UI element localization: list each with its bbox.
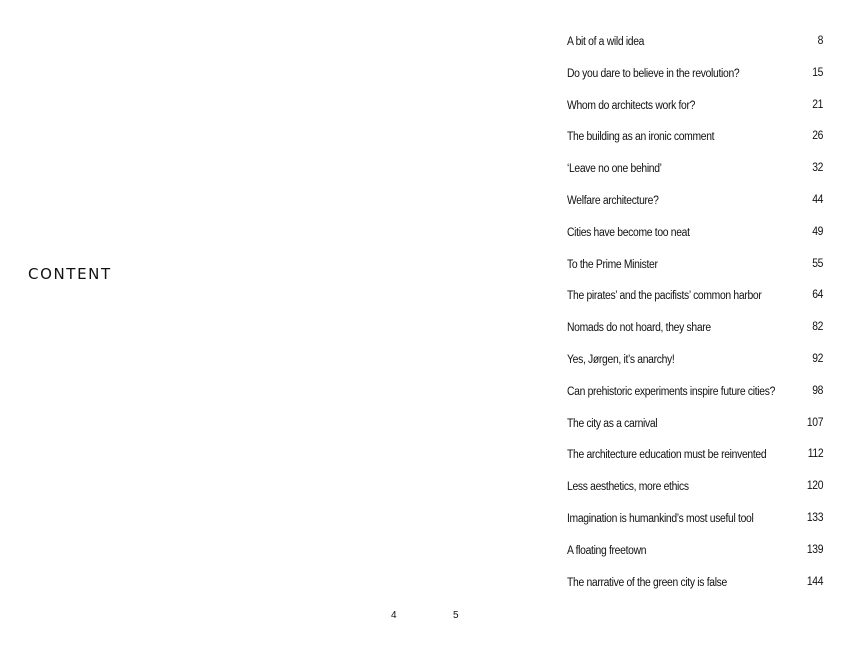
toc-entry-title: Whom do architects work for? xyxy=(567,99,696,112)
toc-entry-title: ‘Leave no one behind’ xyxy=(567,163,662,176)
toc-entry-page-number: 107 xyxy=(806,416,823,429)
toc-entry-page-number: 21 xyxy=(812,98,823,111)
toc-entry-page-number: 133 xyxy=(806,511,823,524)
toc-entry xyxy=(567,384,823,416)
toc-entry-title: The architecture education must be reinvented xyxy=(567,449,767,462)
toc-entry xyxy=(567,575,823,607)
toc-entry-title: The building as an ironic comment xyxy=(567,131,715,144)
toc-entry-page-number: 32 xyxy=(812,162,823,175)
toc-entry-page-number: 8 xyxy=(817,35,823,47)
toc-entry xyxy=(567,98,823,130)
page-number-left: 4 xyxy=(391,610,397,621)
toc-entry-title: Less aesthetics, more ethics xyxy=(567,481,689,494)
toc-entry-title: Nomads do not hoard, they share xyxy=(567,322,711,335)
toc-entry-title: A floating freetown xyxy=(567,544,647,557)
toc-entry-page-number: 112 xyxy=(807,448,823,461)
toc-entry-title: To the Prime Minister xyxy=(567,258,658,271)
toc-entry-page-number: 92 xyxy=(812,352,823,365)
toc-entry xyxy=(567,129,823,161)
toc-entry-page-number: 144 xyxy=(806,575,823,588)
toc-entry-page-number: 55 xyxy=(812,257,823,270)
toc-entry-title: Yes, Jørgen, it’s anarchy! xyxy=(567,353,675,366)
toc-entry-title: Imagination is humankind’s most useful tool xyxy=(567,512,754,525)
page-number-right: 5 xyxy=(453,610,459,621)
toc-entry xyxy=(567,66,823,98)
toc-entry-page-number: 120 xyxy=(806,480,823,493)
toc-entry-page-number: 49 xyxy=(812,225,823,238)
toc-entry-page-number: 44 xyxy=(812,193,823,206)
toc-entry xyxy=(567,543,823,575)
toc-entry xyxy=(567,161,823,193)
toc-entry-title: Welfare architecture? xyxy=(567,194,659,207)
toc-entry-page-number: 139 xyxy=(806,543,823,556)
toc-entry xyxy=(567,352,823,384)
toc-entry xyxy=(567,479,823,511)
table-of-contents xyxy=(567,34,823,606)
toc-entry-page-number: 64 xyxy=(812,289,823,302)
toc-entry-title: The city as a carnival xyxy=(567,417,658,430)
toc-entry-title: A bit of a wild idea xyxy=(567,36,645,48)
toc-entry xyxy=(567,225,823,257)
toc-entry-title: Cities have become too neat xyxy=(567,226,690,239)
toc-entry xyxy=(567,34,823,66)
toc-entry-title: The pirates’ and the pacifists’ common harbor xyxy=(567,290,762,303)
toc-entry-title: Do you dare to believe in the revolution? xyxy=(567,67,740,80)
toc-entry xyxy=(567,288,823,320)
page-title: CONTENT xyxy=(28,265,112,283)
toc-entry-page-number: 98 xyxy=(812,384,823,397)
toc-entry-page-number: 26 xyxy=(812,130,823,143)
toc-entry xyxy=(567,257,823,289)
toc-entry-title: The narrative of the green city is false xyxy=(567,576,727,589)
toc-entry xyxy=(567,320,823,352)
toc-entry-page-number: 82 xyxy=(812,321,823,334)
toc-entry xyxy=(567,511,823,543)
toc-entry xyxy=(567,416,823,448)
toc-entry xyxy=(567,447,823,479)
toc-entry xyxy=(567,193,823,225)
toc-entry-title: Can prehistoric experiments inspire future cities? xyxy=(567,385,776,398)
toc-entry-page-number: 15 xyxy=(812,66,823,79)
